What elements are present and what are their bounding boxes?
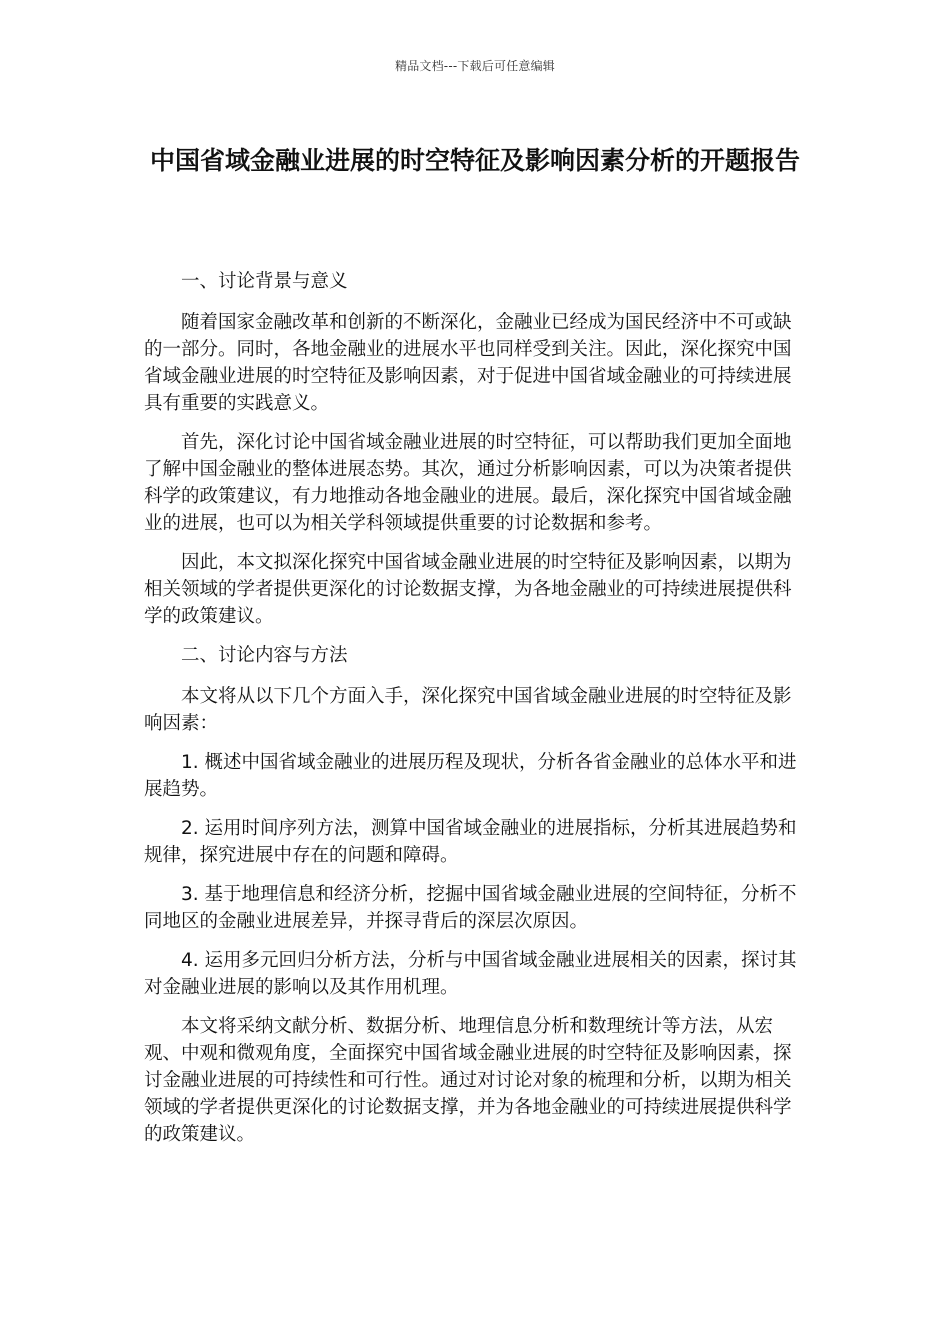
document-body (144, 268, 802, 1160)
paragraph-methods-summary: 本文将采纳文献分析、数据分析、地理信息分析和数理统计等方法，从宏观、中观和微观角度，全面探究中国省域金融业进展的时空特征及影响因素，探讨金融业进展的可持续性和可行性。通过对讨论对象的梳理和分析，以期为相关领域的学者提供更深化的讨论数据支撑，并为各地金融业的可持续进展提供科学的政策建议。 (144, 1016, 792, 1145)
paragraph-methods-intro: 本文将从以下几个方面入手，深化探究中国省域金融业进展的时空特征及影响因素： (144, 686, 792, 734)
list-item-2: 2. 运用时间序列方法，测算中国省域金融业的进展指标，分析其进展趋势和规律，探究进展中存在的问题和障碍。 (144, 818, 797, 866)
list-item-1: 1. 概述中国省域金融业的进展历程及现状，分析各省金融业的总体水平和进展趋势。 (144, 752, 797, 800)
section-heading-methods: 二、讨论内容与方法 (181, 645, 348, 666)
section-heading-background: 一、讨论背景与意义 (181, 271, 348, 292)
document-title: 中国省域金融业进展的时空特征及影响因素分析的开题报告 (149, 146, 800, 175)
paragraph-background-3: 因此，本文拟深化探究中国省域金融业进展的时空特征及影响因素，以期为相关领域的学者提供更深化的讨论数据支撑，为各地金融业的可持续进展提供科学的政策建议。 (144, 552, 792, 627)
paragraph-background-2: 首先，深化讨论中国省域金融业进展的时空特征，可以帮助我们更加全面地了解中国金融业的整体进展态势。其次，通过分析影响因素，可以为决策者提供科学的政策建议，有力地推动各地金融业的进展。最后，深化探究中国省域金融业的进展，也可以为相关学科领域提供重要的讨论数据和参考。 (144, 432, 792, 534)
header-note: 精品文档---下载后可任意编辑 (395, 59, 555, 73)
paragraph-background-1: 随着国家金融改革和创新的不断深化，金融业已经成为国民经济中不可或缺的一部分。同时，各地金融业的进展水平也同样受到关注。因此，深化探究中国省域金融业进展的时空特征及影响因素，对于促进中国省域金融业的可持续进展具有重要的实践意义。 (144, 312, 792, 414)
list-item-3: 3. 基于地理信息和经济分析，挖掘中国省域金融业进展的空间特征，分析不同地区的金融业进展差异，并探寻背后的深层次原因。 (144, 884, 797, 932)
list-item-4: 4. 运用多元回归分析方法，分析与中国省域金融业进展相关的因素，探讨其对金融业进展的影响以及其作用机理。 (144, 950, 797, 998)
